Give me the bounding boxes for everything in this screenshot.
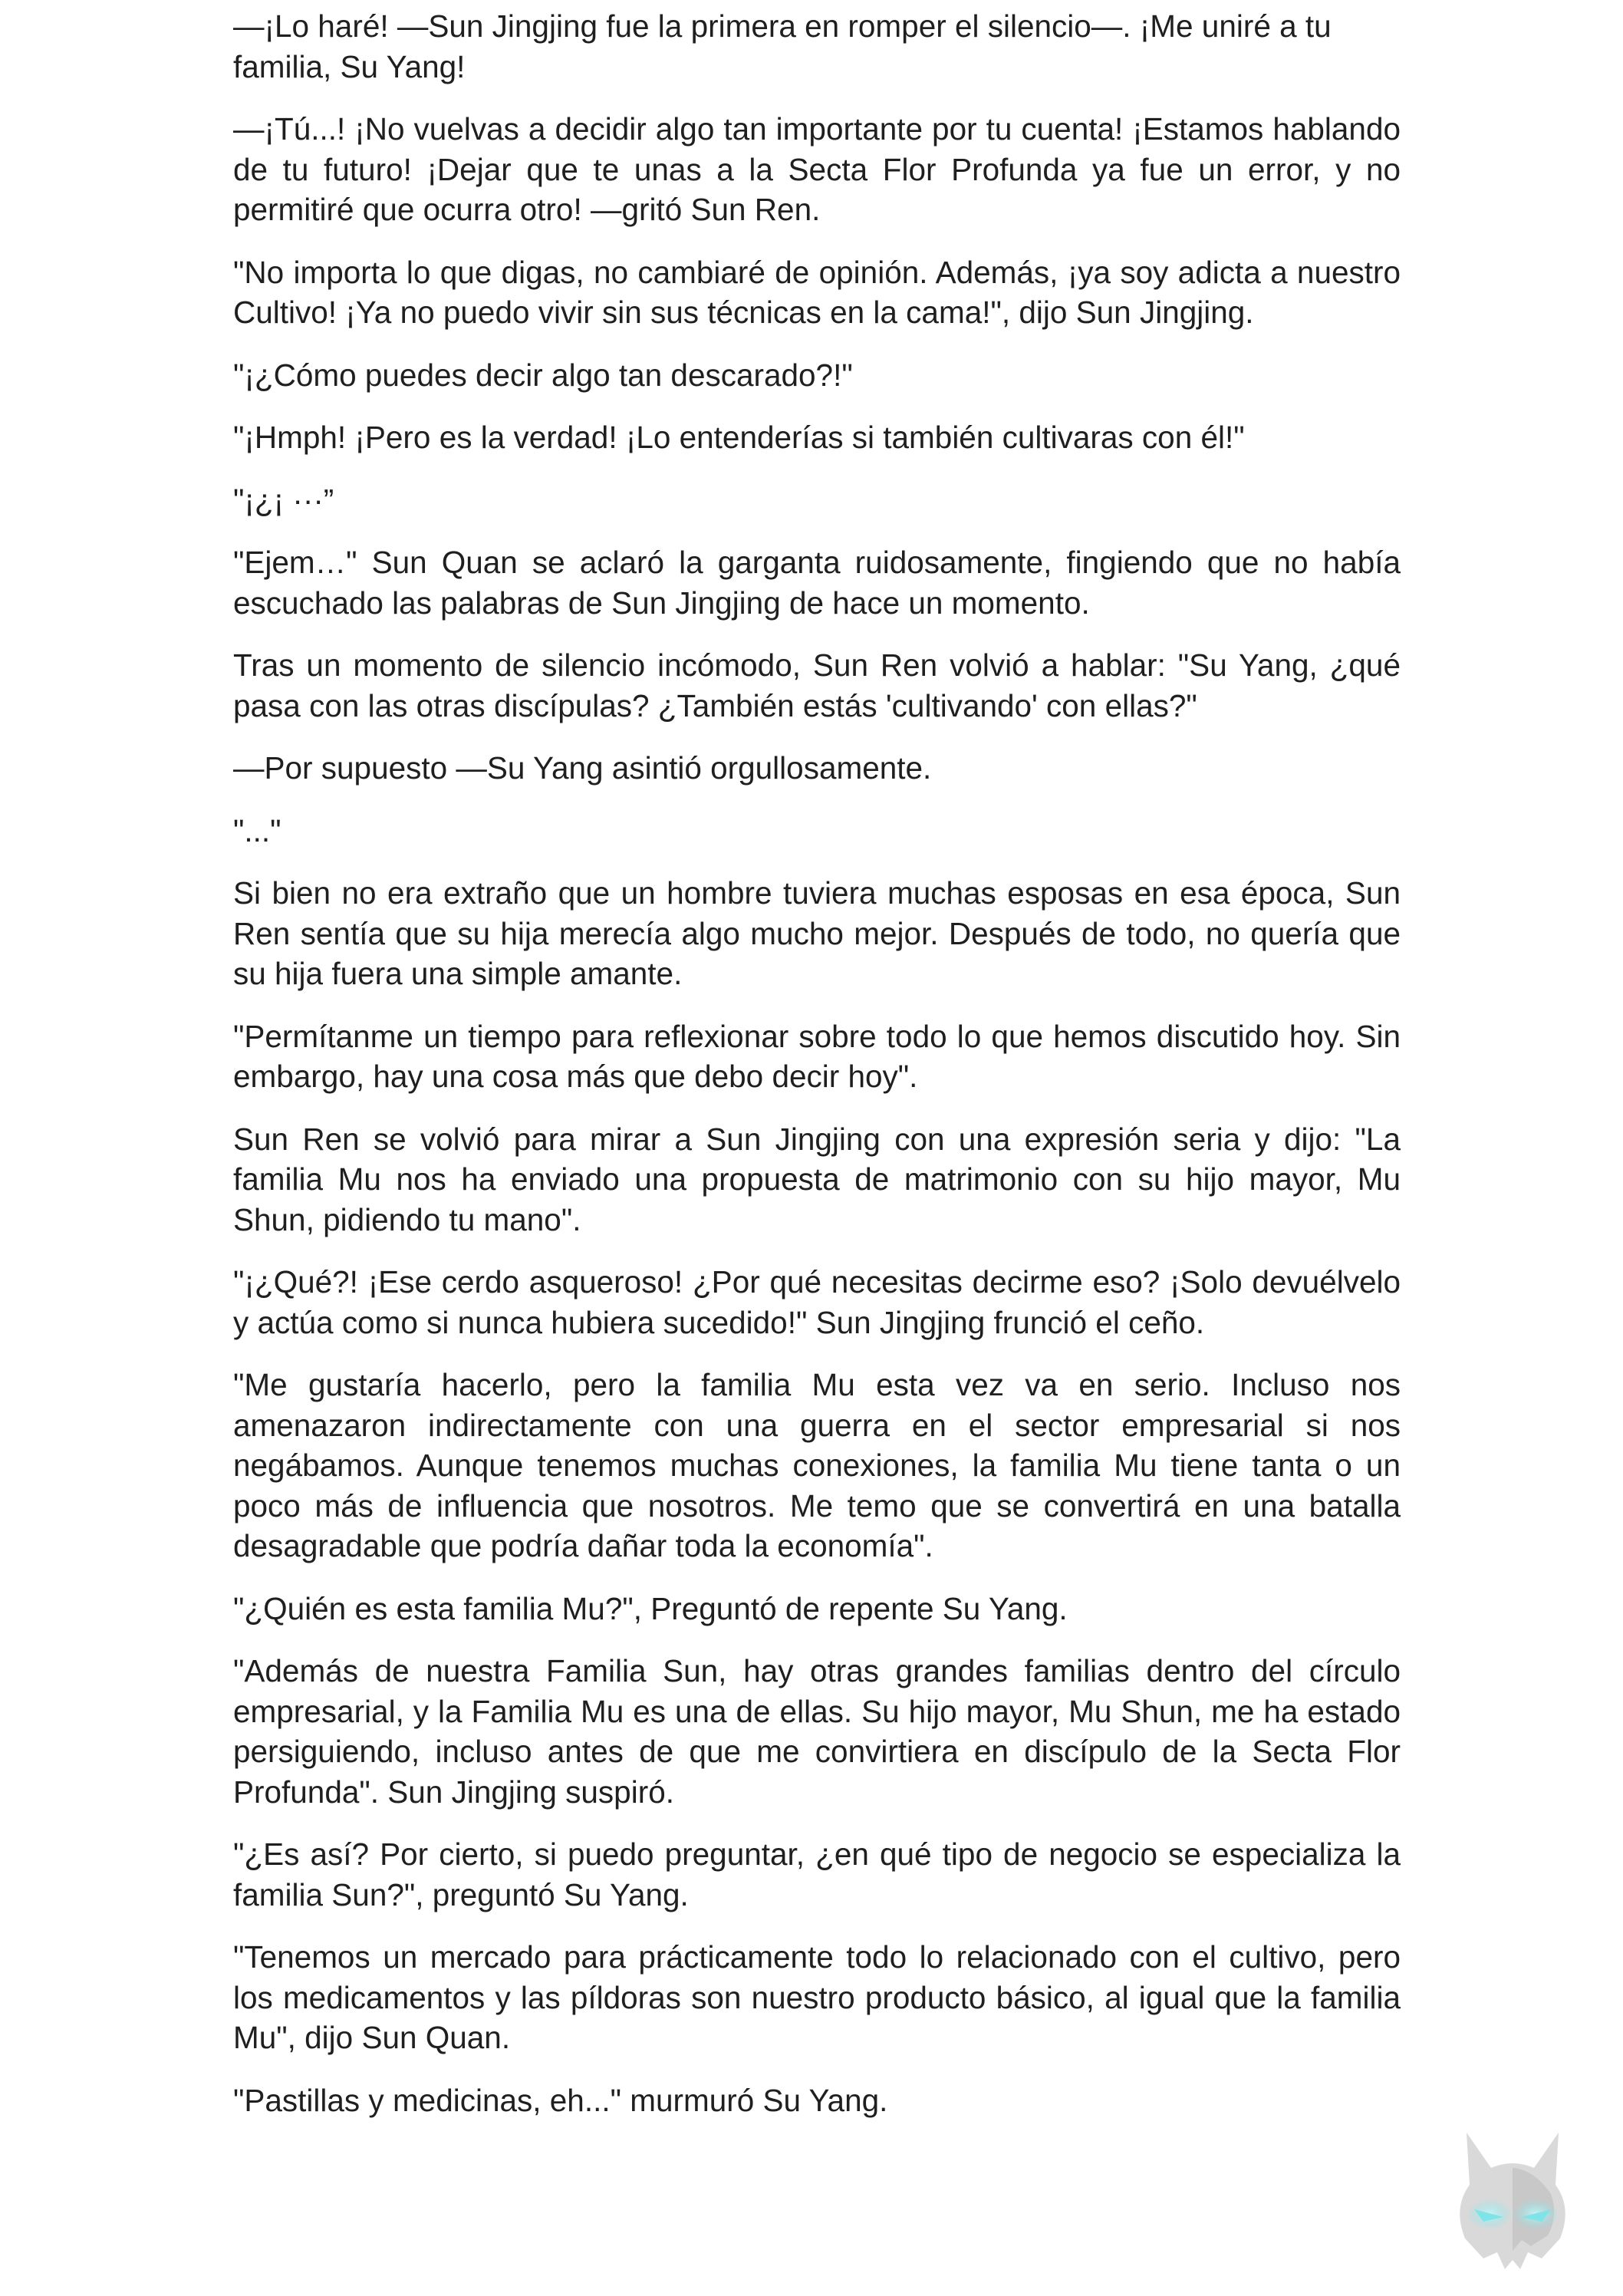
paragraph-20: "Pastillas y medicinas, eh..." murmuró Su Yang. bbox=[233, 2082, 888, 2118]
paragraph-2: —¡Tú...! ¡No vuelvas a decidir algo tan importante por tu cuenta! ¡Estamos hablando de tu futuro! ¡Dejar que te unas a la Secta Flor Profunda ya fue un error, y no permitiré que ocurra otro! —gritó Sun Ren. bbox=[233, 111, 1401, 227]
paragraph-3: "No importa lo que digas, no cambiaré de opinión. Además, ¡ya soy adicta a nuestro Cultivo! ¡Ya no puedo vivir sin sus técnicas en la cama!", dijo Sun Jingjing. bbox=[233, 254, 1401, 330]
paragraph-16: "¿Quién es esta familia Mu?", Preguntó de repente Su Yang. bbox=[233, 1590, 1068, 1626]
paragraph-12: "Permítanme un tiempo para reflexionar sobre todo lo que hemos discutido hoy. Sin embargo, hay una cosa más que debo decir hoy". bbox=[233, 1018, 1401, 1094]
paragraph-4: "¡¿Cómo puedes decir algo tan descarado?!" bbox=[233, 357, 853, 393]
paragraph-5: "¡Hmph! ¡Pero es la verdad! ¡Lo entenderías si también cultivaras con él!" bbox=[233, 420, 1245, 455]
paragraph-9: —Por supuesto —Su Yang asintió orgullosamente. bbox=[233, 750, 932, 786]
paragraph-15: "Me gustaría hacerlo, pero la familia Mu esta vez va en serio. Incluso nos amenazaron indirectamente con una guerra en el sector empresarial si nos negábamos. Aunque tenemos muchas conexiones, la familia Mu tiene tanta o un poco más de influencia que nosotros. Me temo que se convertirá en una batalla desagradable que podría dañar toda la economía". bbox=[233, 1367, 1401, 1563]
paragraph-17: "Además de nuestra Familia Sun, hay otras grandes familias dentro del círculo empresarial, y la Familia Mu es una de ellas. Su hijo mayor, Mu Shun, me ha estado persiguiendo, incluso antes de que me convirtiera en discípulo de la Secta Flor Profunda". Sun Jingjing suspiró. bbox=[233, 1653, 1401, 1810]
document-body bbox=[233, 6, 1401, 2143]
paragraph-19: "Tenemos un mercado para prácticamente todo lo relacionado con el cultivo, pero los medicamentos y las píldoras son nuestro producto básico, al igual que la familia Mu", dijo Sun Quan. bbox=[233, 1939, 1401, 2055]
paragraph-13: Sun Ren se volvió para mirar a Sun Jingjing con una expresión seria y dijo: "La familia Mu nos ha enviado una propuesta de matrimonio con su hijo mayor, Mu Shun, pidiendo tu mano". bbox=[233, 1121, 1401, 1237]
paragraph-14: "¡¿Qué?! ¡Ese cerdo asqueroso! ¿Por qué necesitas decirme eso? ¡Solo devuélvelo y actúa como si nunca hubiera sucedido!" Sun Jingjing frunció el ceño. bbox=[233, 1264, 1401, 1340]
paragraph-10: "..." bbox=[233, 812, 281, 848]
paragraph-7: "Ejem…" Sun Quan se aclaró la garganta ruidosamente, fingiendo que no había escuchado las palabras de Sun Jingjing de hace un momento. bbox=[233, 545, 1401, 621]
paragraph-1: —¡Lo haré! —Sun Jingjing fue la primera en romper el silencio—. ¡Me uniré a tu familia, Su Yang! bbox=[233, 8, 1332, 84]
paragraph-8: Tras un momento de silencio incómodo, Sun Ren volvió a hablar: "Su Yang, ¿qué pasa con las otras discípulas? ¿También estás 'cultivando' con ellas?" bbox=[233, 647, 1401, 723]
demon-head-watermark-icon bbox=[1436, 2123, 1589, 2277]
paragraph-18: "¿Es así? Por cierto, si puedo preguntar, ¿en qué tipo de negocio se especializa la familia Sun?", preguntó Su Yang. bbox=[233, 1836, 1401, 1912]
paragraph-11: Si bien no era extraño que un hombre tuviera muchas esposas en esa época, Sun Ren sentía que su hija merecía algo mucho mejor. Después de todo, no quería que su hija fuera una simple amante. bbox=[233, 875, 1401, 991]
paragraph-6: "¡¿¡ ···” bbox=[233, 482, 334, 518]
